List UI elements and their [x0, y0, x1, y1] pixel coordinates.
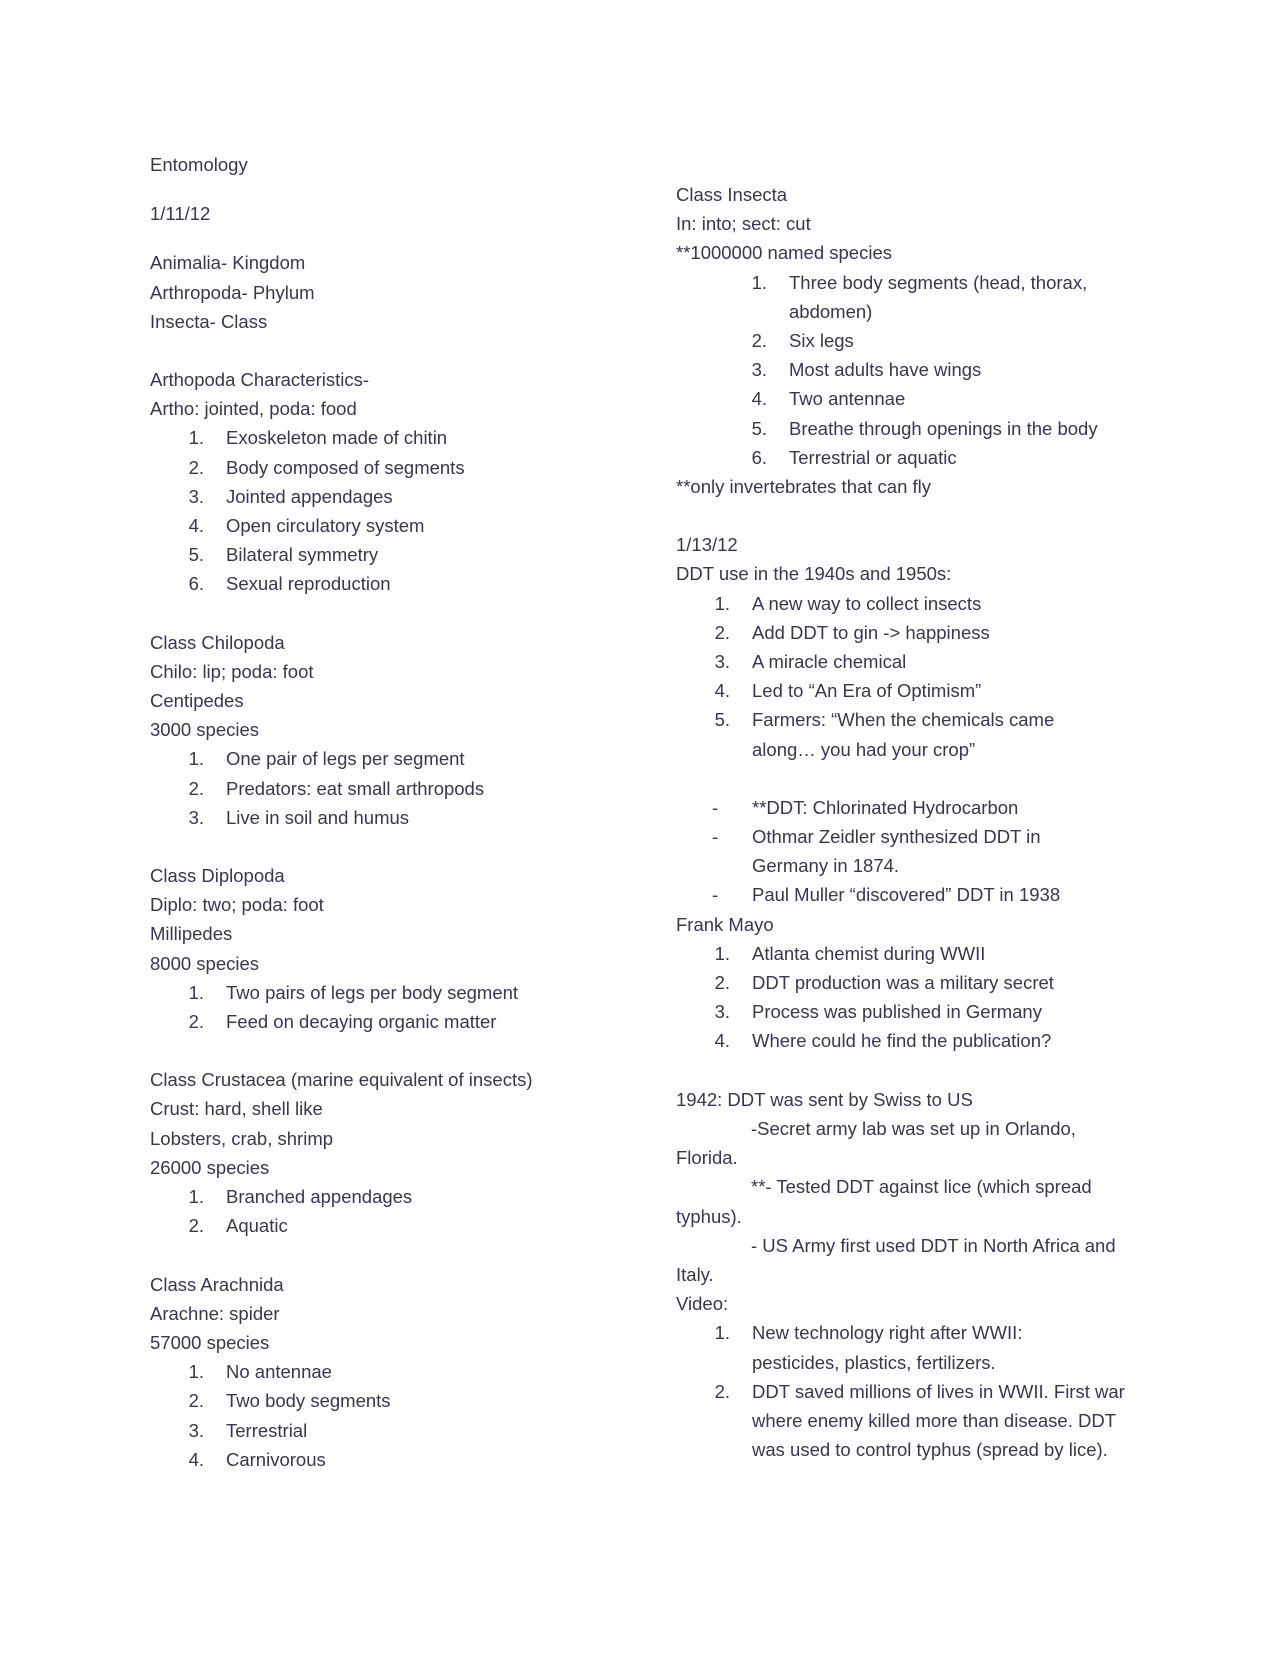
date-heading: 1/11/12 — [150, 203, 211, 225]
species-count: **1000000 named species — [676, 242, 892, 264]
dash-item: - Othmar Zeidler synthesized DDT in Germany in 1874. — [712, 826, 1041, 877]
numbered-list — [150, 978, 620, 1036]
species-count: 26000 species — [150, 1156, 270, 1178]
list-item: 5. Breathe through openings in the body — [751, 417, 1098, 439]
right-column — [676, 180, 1156, 1464]
section-heading: Frank Mayo — [676, 913, 774, 935]
etymology: Chilo: lip; poda: foot — [150, 660, 314, 682]
list-item: 2. Aquatic — [188, 1215, 288, 1237]
list-item: 4. Where could he find the publication? — [714, 1030, 1052, 1052]
list-item: 2. Feed on decaying organic matter — [188, 1011, 497, 1033]
note-line-continued: Italy. — [676, 1263, 714, 1285]
list-item: 1. No antennae — [188, 1361, 332, 1383]
list-item: 3. A miracle chemical — [714, 651, 907, 673]
dash-item: - Paul Muller “discovered” DDT in 1938 — [712, 884, 1061, 906]
etymology: Arachne: spider — [150, 1302, 280, 1324]
list-item: 4. Open circulatory system — [188, 515, 425, 537]
list-item: 5. Farmers: “When the chemicals came along… you had your crop” — [714, 709, 1055, 760]
list-item: 1. Branched appendages — [188, 1186, 413, 1208]
note-line: - US Army first used DDT in North Africa and — [751, 1234, 1116, 1256]
common-name: Millipedes — [150, 923, 233, 945]
etymology: Crust: hard, shell like — [150, 1098, 323, 1120]
list-item: 6. Terrestrial or aquatic — [751, 446, 957, 468]
section-heading: Class Insecta — [676, 184, 788, 205]
list-item: 3. Most adults have wings — [751, 359, 982, 381]
list-item: 2. Two body segments — [188, 1390, 391, 1412]
section-heading: Video: — [676, 1293, 729, 1315]
section-heading: Class Chilopoda — [150, 631, 285, 653]
list-item: 2. DDT production was a military secret — [714, 972, 1054, 994]
list-item: 3. Live in soil and humus — [188, 806, 410, 828]
list-item: 2. Add DDT to gin -> happiness — [714, 621, 990, 643]
section-heading: DDT use in the 1940s and 1950s: — [676, 563, 952, 585]
note-line: **- Tested DDT against lice (which spread — [751, 1176, 1092, 1198]
list-item: 3. Terrestrial — [188, 1419, 308, 1441]
taxonomy-line: Insecta- Class — [150, 310, 268, 332]
numbered-list — [676, 589, 1156, 764]
numbered-list — [676, 1318, 1156, 1464]
section-heading: Arthopoda Characteristics- — [150, 369, 370, 391]
list-item: 3. Jointed appendages — [188, 485, 393, 507]
numbered-list — [676, 939, 1156, 1056]
list-item: 1. Exoskeleton made of chitin — [188, 427, 448, 449]
left-column — [150, 150, 620, 1474]
species-count: 8000 species — [150, 952, 260, 974]
species-count: 3000 species — [150, 719, 260, 741]
numbered-list — [150, 1182, 620, 1240]
note: **only invertebrates that can fly — [676, 476, 932, 498]
list-item: 4. Carnivorous — [188, 1448, 326, 1470]
list-item: 2. Six legs — [751, 330, 854, 352]
list-item: 4. Led to “An Era of Optimism” — [714, 680, 982, 702]
document-title: Entomology — [150, 154, 248, 175]
etymology: Artho: jointed, poda: food — [150, 398, 357, 420]
list-item: 1. Two pairs of legs per body segment — [188, 981, 519, 1003]
etymology: Diplo: two; poda: foot — [150, 894, 324, 916]
date-heading: 1/13/12 — [676, 534, 738, 556]
note-line-continued: Florida. — [676, 1147, 738, 1169]
taxonomy-line: Animalia- Kingdom — [150, 252, 306, 274]
section-heading: 1942: DDT was sent by Swiss to US — [676, 1088, 973, 1110]
numbered-list — [676, 268, 1156, 472]
numbered-list — [150, 744, 620, 832]
note-line-continued: typhus). — [676, 1205, 742, 1227]
list-item: 5. Bilateral symmetry — [188, 544, 379, 566]
list-item: 6. Sexual reproduction — [188, 573, 391, 595]
numbered-list — [150, 1357, 620, 1474]
section-heading: Class Diplopoda — [150, 865, 285, 887]
dash-list — [676, 793, 1156, 910]
note-line: -Secret army lab was set up in Orlando, — [751, 1117, 1076, 1139]
common-name: Lobsters, crab, shrimp — [150, 1127, 334, 1149]
list-item: 1. Three body segments (head, thorax, abdomen) — [751, 271, 1088, 322]
list-item: 1. New technology right after WWII: pesticides, plastics, fertilizers. — [714, 1322, 1023, 1373]
section-heading: Class Crustacea (marine equivalent of insects) — [150, 1069, 533, 1091]
taxonomy-line: Arthropoda- Phylum — [150, 281, 315, 303]
etymology: In: into; sect: cut — [676, 213, 811, 235]
numbered-list — [150, 423, 620, 598]
list-item: 1. One pair of legs per segment — [188, 748, 465, 770]
list-item: 1. A new way to collect insects — [714, 592, 982, 614]
dash-item: - **DDT: Chlorinated Hydrocarbon — [712, 796, 1019, 818]
list-item: 2. Predators: eat small arthropods — [188, 777, 485, 799]
list-item: 2. DDT saved millions of lives in WWII. First war where enemy killed more than disease. DDT was used to control typhus (spread by lice). — [714, 1380, 1125, 1461]
list-item: 4. Two antennae — [751, 388, 906, 410]
list-item: 3. Process was published in Germany — [714, 1001, 1042, 1023]
list-item: 2. Body composed of segments — [188, 456, 465, 478]
species-count: 57000 species — [150, 1331, 270, 1353]
list-item: 1. Atlanta chemist during WWII — [714, 942, 986, 964]
common-name: Centipedes — [150, 690, 244, 712]
section-heading: Class Arachnida — [150, 1273, 284, 1295]
